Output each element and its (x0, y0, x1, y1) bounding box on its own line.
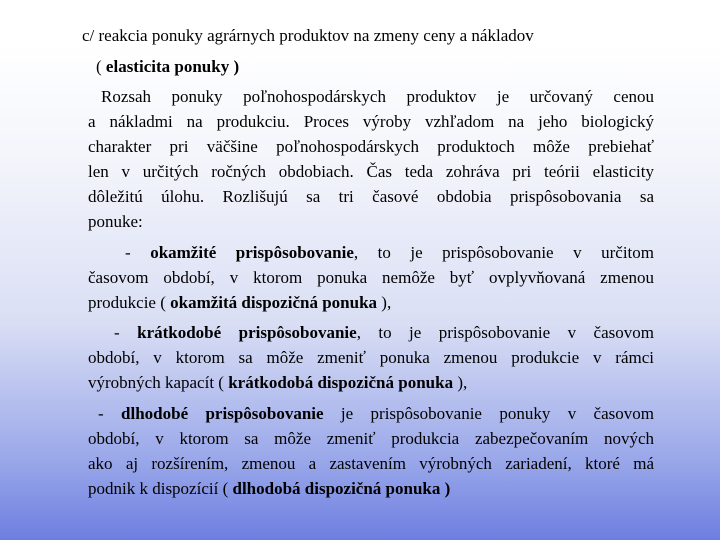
para1-line3: charakter pri väčšine poľnohospodárskych produktoch môže prebiehať (88, 137, 654, 156)
item3-line3: ako aj rozšírením, zmenou a zastavením výrobných zariadení, ktoré má (88, 454, 654, 473)
slide-subtitle (96, 54, 239, 79)
item1-line2: časovom období, v ktorom ponuka nemôže byť ovplyvňovaná zmenou (88, 268, 654, 287)
item3-line4 (88, 476, 450, 501)
item1-line3-pre: produkcie ( (88, 293, 171, 312)
item3-line1-rest: je prispôsobovanie ponuky v časovom (323, 404, 654, 423)
para1-line6: ponuke: (88, 212, 143, 231)
item1-term: okamžité prispôsobovanie (150, 243, 354, 262)
item3-line4-pre: podnik k dispozícií ( (88, 479, 233, 498)
item2-line2: období, v ktorom sa môže zmeniť ponuka zmenou produkcie v rámci (88, 348, 654, 367)
item2-line3-post: ), (453, 373, 468, 392)
item2-line3-pre: výrobných kapacít ( (88, 373, 229, 392)
para1-line1: Rozsah ponuky poľnohospodárskych produktov je určovaný cenou (101, 87, 654, 106)
subtitle-open: ( (96, 57, 106, 76)
item1-line1 (125, 240, 654, 265)
item3-line1 (98, 401, 654, 426)
item2-line3-bold: krátkodobá dispozičná ponuka (228, 373, 454, 392)
para1-line4: len v určitých ročných obdobiach. Čas teda zohráva pri teórii elasticity (88, 162, 654, 181)
item3-line2: období, v ktorom sa môže zmeniť produkcia zabezpečovaním nových (88, 429, 654, 448)
item2-dash: - (114, 323, 138, 342)
item2-line1 (114, 320, 654, 345)
slide-title: c/ reakcia ponuky agrárnych produktov na zmeny ceny a nákladov (82, 26, 534, 45)
subtitle-bold: elasticita ponuky ) (105, 57, 240, 76)
para1-line5: dôležitú úlohu. Rozlišujú sa tri časové obdobia prispôsobovania sa (88, 187, 654, 206)
para1-line2: a nákladmi na produkciu. Proces výroby vzhľadom na jeho biologický (88, 112, 654, 131)
item2-line3 (88, 370, 467, 395)
item1-line3 (88, 290, 391, 315)
item2-line1-rest: , to je prispôsobovanie v časovom (356, 323, 654, 342)
item1-line3-post: ), (377, 293, 392, 312)
item1-line3-bold: okamžitá dispozičná ponuka (170, 293, 378, 312)
item3-line4-bold: dlhodobá dispozičná ponuka ) (232, 479, 451, 498)
item3-dash: - (98, 404, 122, 423)
item3-term: dlhodobé prispôsobovanie (121, 404, 324, 423)
item1-dash: - (125, 243, 151, 262)
item1-line1-rest: , to je prispôsobovanie v určitom (353, 243, 654, 262)
item2-term: krátkodobé prispôsobovanie (137, 323, 357, 342)
